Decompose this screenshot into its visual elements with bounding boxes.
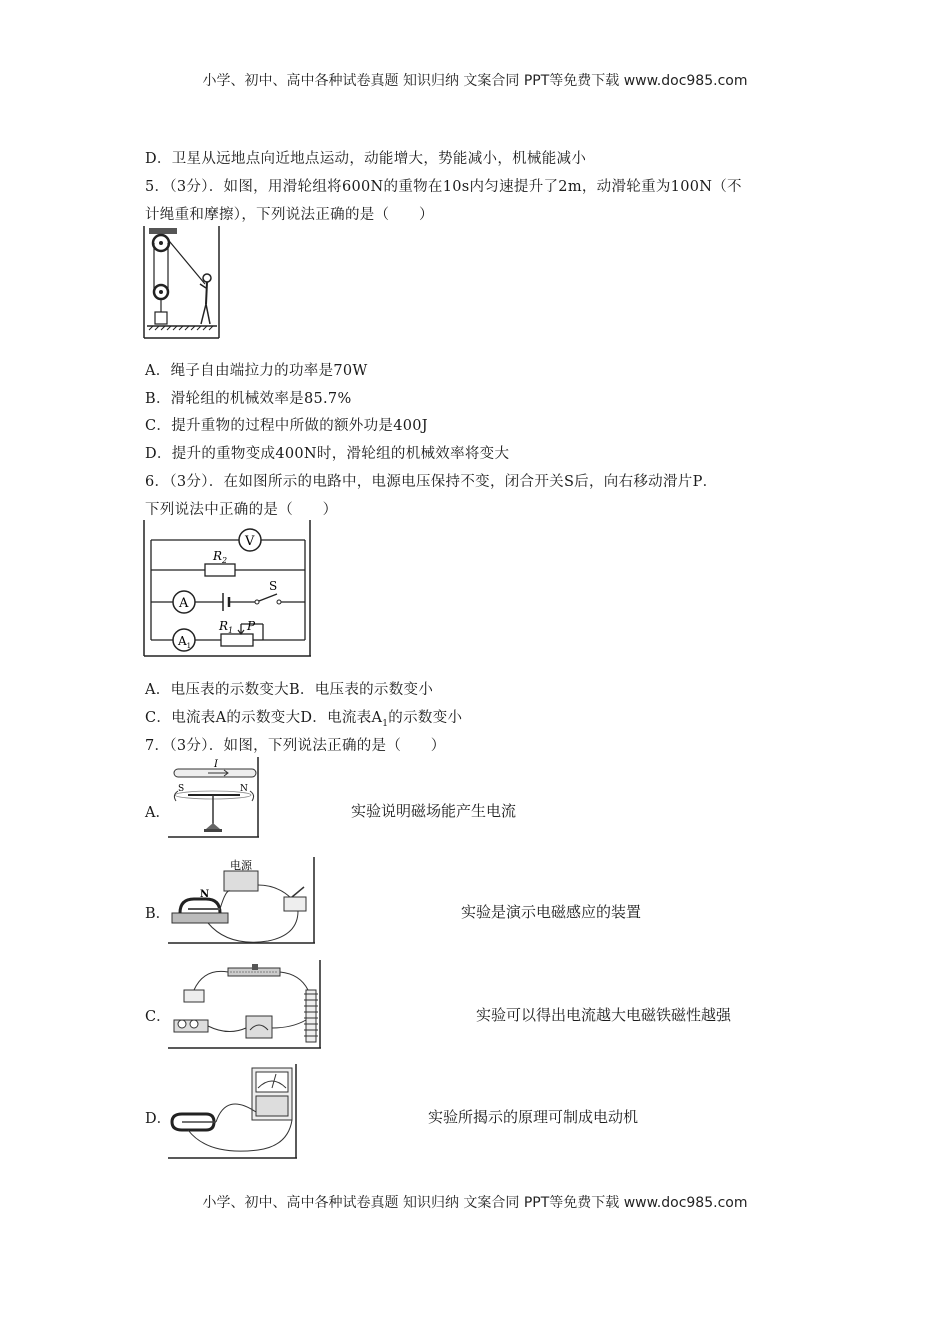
ammeter-a-label: A bbox=[179, 596, 189, 611]
q5-option-d: D．提升的重物变成400N时，滑轮组的机械效率将变大 bbox=[145, 446, 510, 462]
q5-stem-line2: 计绳重和摩擦），下列说法正确的是（ ） bbox=[145, 207, 434, 223]
q7-d-figure bbox=[168, 1064, 300, 1160]
q5-pulley-figure bbox=[143, 226, 221, 340]
q6-stem-line1: 6．（3分）．在如图所示的电路中，电源电压保持不变，闭合开关S后，向右移动滑片P． bbox=[145, 474, 718, 490]
q7-a-figure bbox=[168, 757, 261, 840]
q6-options-ab: A．电压表的示数变大B．电压表的示数变小 bbox=[145, 682, 434, 698]
q7-stem: 7．（3分）．如图，下列说法正确的是（ ） bbox=[145, 738, 446, 754]
q7-option-a-text: 实验说明磁场能产生电流 bbox=[351, 802, 517, 820]
q5-stem-line1: 5．（3分）．如图，用滑轮组将600N的重物在10s内匀速提升了2m，动滑轮重为100N（不 bbox=[145, 179, 742, 195]
q6-circuit-figure bbox=[143, 520, 313, 658]
q5-option-a: A．绳子自由端拉力的功率是70W bbox=[145, 363, 368, 379]
ammeter-a1-sub: 1 bbox=[186, 642, 192, 650]
q6-a1-subscript: 1 bbox=[382, 718, 389, 729]
r2-label: R bbox=[213, 549, 223, 563]
page-header: 小学、初中、高中各种试卷真题 知识归纳 文案合同 PPT等免费下载 www.doc985.com bbox=[202, 73, 748, 89]
slider-p-label: P bbox=[247, 619, 256, 633]
q5-option-c: C．提升重物的过程中所做的额外功是400J bbox=[145, 418, 428, 434]
r2-sub: 2 bbox=[222, 556, 228, 565]
q7b-n-label: N bbox=[200, 889, 210, 900]
q7a-s-label: S bbox=[178, 784, 185, 794]
q6-stem-line2: 下列说法中正确的是（ ） bbox=[145, 502, 338, 518]
q7-option-c-letter: C． bbox=[145, 1009, 171, 1025]
q4-option-d: D．卫星从远地点向近地点运动，动能增大，势能减小，机械能减小 bbox=[145, 151, 587, 167]
q7-option-d-letter: D． bbox=[145, 1111, 172, 1127]
r1-label: R bbox=[219, 619, 229, 633]
q7a-current-label: I bbox=[214, 759, 218, 770]
svg-text:R1 bbox=[218, 619, 233, 635]
page-footer: 小学、初中、高中各种试卷真题 知识归纳 文案合同 PPT等免费下载 www.doc985.com bbox=[202, 1195, 748, 1211]
q7-option-a-letter: A． bbox=[145, 805, 170, 821]
q6-options-cd-main: C．电流表A的示数变大D．电流表A bbox=[145, 710, 383, 726]
q7a-n-label: N bbox=[240, 784, 248, 794]
q7-b-figure bbox=[168, 857, 318, 945]
q7-option-b-letter: B． bbox=[145, 906, 171, 922]
voltmeter-label: V bbox=[245, 534, 255, 549]
q7-c-figure bbox=[168, 960, 324, 1050]
q5-option-b: B．滑轮组的机械效率是85.7% bbox=[145, 391, 352, 407]
ammeter-a1-label: A bbox=[178, 634, 187, 648]
switch-label: S bbox=[269, 579, 278, 593]
q7b-power-label: 电源 bbox=[230, 859, 252, 872]
svg-text:R2 bbox=[212, 549, 227, 565]
q6-options-cd bbox=[145, 706, 462, 729]
q7-option-b-text: 实验是演示电磁感应的装置 bbox=[461, 903, 642, 921]
q7-option-c-text: 实验可以得出电流越大电磁铁磁性越强 bbox=[476, 1006, 732, 1024]
r1-sub: 1 bbox=[228, 626, 234, 635]
q7-option-d-text: 实验所揭示的原理可制成电动机 bbox=[428, 1108, 639, 1126]
q6-options-cd-tail: 的示数变小 bbox=[388, 710, 463, 726]
